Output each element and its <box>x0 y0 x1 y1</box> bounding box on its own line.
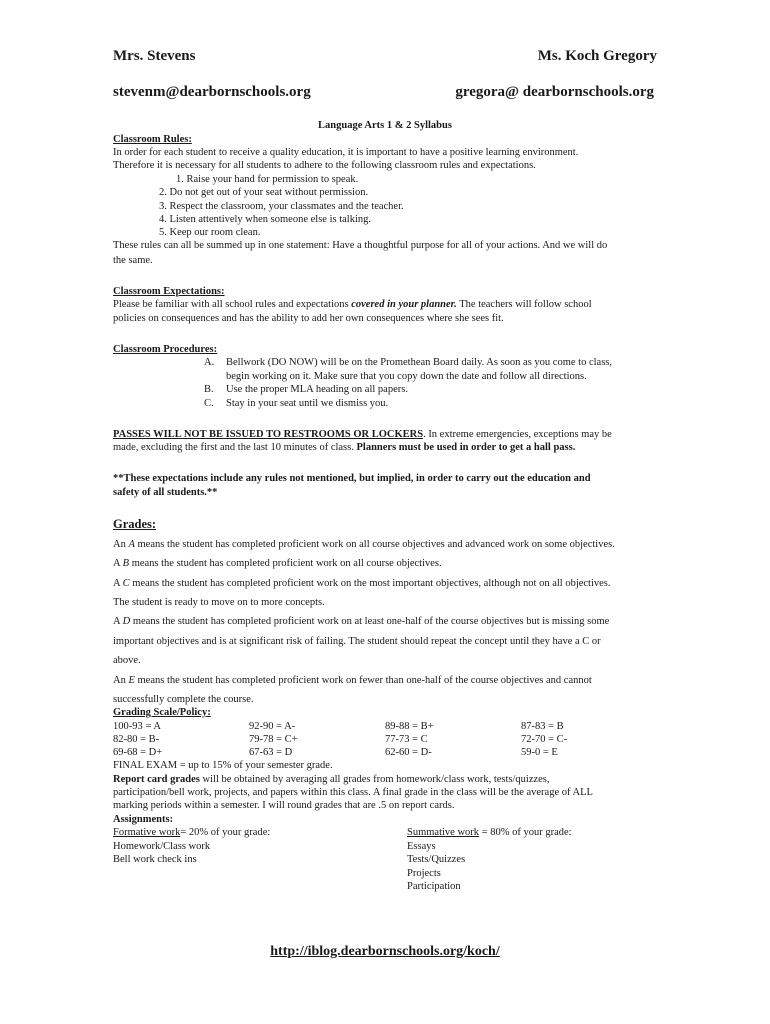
scale-cell: 62-60 = D- <box>385 747 432 758</box>
grade-d-desc <box>113 615 609 629</box>
rules-intro-line1: In order for each student to receive a quality education, it is important to have a positive learning environment. <box>113 147 579 158</box>
expectations-text: The teachers will follow school <box>456 299 592 310</box>
note-line1: **These expectations include any rules not mentioned, but implied, in order to carry out the education and <box>113 473 591 484</box>
grade-d-desc-cont: important objectives and is at significant risk of failing. The student should repeat the concept until they have a C or <box>113 636 601 647</box>
scale-cell: 82-80 = B- <box>113 734 160 745</box>
teacher2-email: gregora@ dearbornschools.org <box>455 84 654 100</box>
final-exam-note: FINAL EXAM = up to 15% of your semester grade. <box>113 760 333 771</box>
assignments-heading: Assignments: <box>113 814 174 825</box>
scale-cell: 100-93 = A <box>113 721 161 732</box>
scale-heading: Grading Scale/Policy: <box>113 707 211 718</box>
grade-letter: E <box>128 675 135 686</box>
scale-cell: 79-78 = C+ <box>249 734 298 745</box>
grade-text: An <box>113 675 129 686</box>
planner-emphasis: covered in your planner. <box>351 299 457 310</box>
grades-heading: Grades: <box>113 517 157 531</box>
scale-cell: 87-83 = B <box>521 721 564 732</box>
grade-text: means the student has completed proficient work on all course objectives. <box>129 558 442 569</box>
procedure-item: Use the proper MLA heading on all papers. <box>226 384 408 395</box>
procedure-item: Bellwork (DO NOW) will be on the Promethean Board daily. As soon as you come to class, <box>226 357 612 368</box>
expectations-line1 <box>113 298 592 312</box>
passes-policy: PASSES WILL NOT BE ISSUED TO RESTROOMS OR LOCKERS <box>113 429 424 440</box>
report-card-line2: participation/bell work, projects, and papers within this class. A final grade in the class will be the average of ALL <box>113 787 593 798</box>
procedure-item-cont: begin working on it. Make sure that you copy down the date and follow all directions. <box>226 371 587 382</box>
passes-text: made, excluding the first and the last 10 minutes of class. <box>113 442 357 453</box>
report-card-label: Report card grades <box>113 774 200 785</box>
procedure-letter: A. <box>204 357 215 368</box>
rule-item: 3. Respect the classroom, your classmates and the teacher. <box>159 201 404 212</box>
grade-text: means the student has completed proficient work on the most important objectives, although not on all objectives. <box>129 578 611 589</box>
summative-item: Projects <box>407 868 441 879</box>
grade-text: A <box>113 578 123 589</box>
blog-link[interactable]: http://iblog.dearbornschools.org/koch/ <box>270 944 500 959</box>
expectations-heading: Classroom Expectations: <box>113 286 225 297</box>
scale-cell: 77-73 = C <box>385 734 428 745</box>
procedure-letter: C. <box>204 398 214 409</box>
summative-item: Tests/Quizzes <box>407 854 466 865</box>
rules-intro-line2: Therefore it is necessary for all students to adhere to the following classroom rules and expectations. <box>113 160 536 171</box>
grade-b-desc <box>113 557 442 571</box>
grade-text: An <box>113 539 129 550</box>
expectations-line2: policies on consequences and has the ability to add her own consequences where she sees fit. <box>113 313 504 324</box>
teacher1-name: Mrs. Stevens <box>113 48 196 64</box>
rule-item: 5. Keep our room clean. <box>159 227 261 238</box>
grade-c-desc <box>113 577 611 591</box>
expectations-text: Please be familiar with all school rules and expectations <box>113 299 352 310</box>
summative-label: Summative work <box>407 827 480 838</box>
grade-text: means the student has completed proficient work on at least one-half of the course objectives but is missing some <box>130 616 610 627</box>
page-title: Language Arts 1 & 2 Syllabus <box>318 120 452 131</box>
procedures-heading: Classroom Procedures: <box>113 344 218 355</box>
grade-text: A <box>113 558 123 569</box>
procedure-letter: B. <box>204 384 214 395</box>
summative-item: Essays <box>407 841 436 852</box>
rules-summary-line1: These rules can all be summed up in one statement: Have a thoughtful purpose for all of your actions. And we will do <box>113 240 608 251</box>
grade-e-desc <box>113 674 592 688</box>
rule-item: 2. Do not get out of your seat without permission. <box>159 187 369 198</box>
rule-item: 1. Raise your hand for permission to speak. <box>176 174 359 185</box>
formative-label: Formative work <box>113 827 181 838</box>
passes-line1 <box>113 428 612 442</box>
grade-text: A <box>113 616 123 627</box>
teacher1-email: stevenm@dearbornschools.org <box>113 84 311 100</box>
grade-e-desc-cont: successfully complete the course. <box>113 694 254 705</box>
teacher2-name: Ms. Koch Gregory <box>537 48 657 64</box>
grade-a-desc <box>113 538 615 552</box>
summative-weight: = 80% of your grade: <box>479 827 572 838</box>
scale-cell: 69-68 = D+ <box>113 747 163 758</box>
scale-cell: 67-63 = D <box>249 747 293 758</box>
rule-item: 4. Listen attentively when someone else is talking. <box>159 214 371 225</box>
formative-heading <box>113 826 270 840</box>
grade-text: means the student has completed proficient work on all course objectives and advanced work on some objectives. <box>134 539 615 550</box>
formative-item: Homework/Class work <box>113 841 211 852</box>
scale-cell: 59-0 = E <box>521 747 558 758</box>
formative-item: Bell work check ins <box>113 854 197 865</box>
grade-letter: B <box>122 558 130 569</box>
scale-cell: 89-88 = B+ <box>385 721 434 732</box>
procedure-item: Stay in your seat until we dismiss you. <box>226 398 389 409</box>
hall-pass-rule: Planners must be used in order to get a hall pass. <box>356 442 576 453</box>
grade-c-desc-cont: The student is ready to move on to more concepts. <box>113 597 325 608</box>
grade-letter: C <box>122 578 130 589</box>
rules-heading: Classroom Rules: <box>113 134 192 145</box>
grade-d-desc-cont: above. <box>113 655 141 666</box>
report-card-line3: marking periods within a semester. I will round grades that are .5 on report cards. <box>113 800 455 811</box>
formative-weight: = 20% of your grade: <box>180 827 271 838</box>
rules-summary-line2: the same. <box>113 255 153 266</box>
report-card-line1 <box>113 773 550 787</box>
passes-text: . In extreme emergencies, exceptions may be <box>423 429 612 440</box>
summative-heading <box>407 826 572 840</box>
grade-text: means the student has completed proficient work on fewer than one-half of the course objectives and cannot <box>134 675 592 686</box>
scale-cell: 72-70 = C- <box>521 734 568 745</box>
report-card-text: will be obtained by averaging all grades from homework/class work, tests/quizzes, <box>199 774 550 785</box>
note-line2: safety of all students.** <box>113 487 218 498</box>
summative-item: Participation <box>407 881 461 892</box>
grade-letter: D <box>122 616 131 627</box>
scale-cell: 92-90 = A- <box>249 721 296 732</box>
grade-letter: A <box>128 539 135 550</box>
passes-line2 <box>113 441 575 455</box>
